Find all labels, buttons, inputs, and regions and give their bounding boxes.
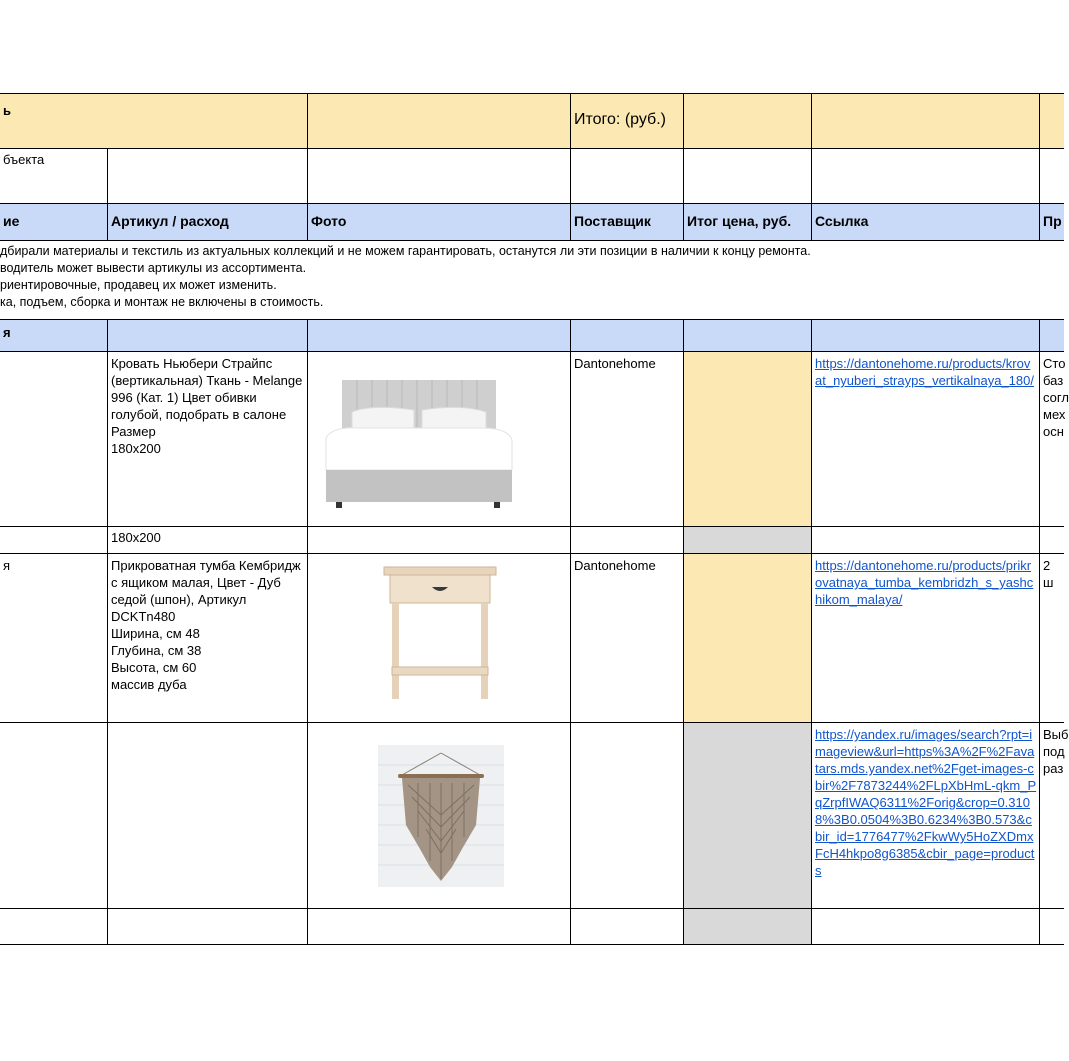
row-note: Сто баз согл мех осн — [1043, 356, 1069, 439]
product-link[interactable]: https://yandex.ru/images/search?rpt=imageview&url=https%3A%2F%2Favatars.mds.yandex.net%2Fget-images-cbir%2F7873244%2FLpXbHmL-qkm_PqZrpfIWAQ6311%2Forig&crop=0.3108%3B0.0504%3B0.6234%3B0.573&cbir_id=1776477%2FkwWy5HoZXDmxFcH4hkpo8g6385&cbir_page=products — [815, 727, 1037, 878]
row-note-cell[interactable] — [1040, 723, 1069, 909]
grid-line — [0, 148, 1064, 149]
total-label-cell[interactable] — [571, 94, 684, 149]
row-supplier: Dantonehome — [574, 558, 656, 573]
grid-line — [811, 319, 812, 945]
grid-line — [570, 93, 571, 241]
row-price-cell[interactable] — [684, 527, 812, 554]
product-link[interactable]: https://dantonehome.ru/products/krovat_nyuberi_strayps_vertikalnaya_180/ — [815, 356, 1034, 388]
row-article-cell[interactable] — [108, 554, 308, 723]
col-header-link-text: Ссылка — [815, 213, 869, 229]
grid-line — [1039, 93, 1040, 241]
grid-line — [0, 944, 1064, 945]
grid-line — [307, 319, 308, 945]
macrame-photo — [378, 745, 504, 887]
note-line-3: риентировочные, продавец их может изменить. — [0, 278, 277, 292]
section-cell[interactable] — [812, 320, 1040, 352]
col-header-note[interactable] — [1040, 204, 1064, 241]
row-link-cell[interactable] — [812, 352, 1040, 527]
grid-line — [683, 93, 684, 241]
bed-pillow-left — [352, 407, 414, 430]
row-note-cell[interactable] — [1040, 554, 1064, 723]
section-cell[interactable] — [108, 320, 308, 352]
grid-line — [0, 319, 1064, 320]
row-article-cell[interactable] — [108, 527, 308, 554]
title-text: ь — [3, 103, 11, 118]
bed-leg-left — [336, 502, 342, 508]
col-header-article[interactable] — [108, 204, 308, 241]
row-note-cell[interactable] — [1040, 352, 1069, 527]
total-value-cell[interactable] — [684, 94, 812, 149]
row-supplier-cell[interactable] — [571, 352, 684, 527]
section-cell[interactable] — [571, 320, 684, 352]
row-name-cell[interactable] — [0, 352, 108, 527]
bed-duvet — [326, 428, 512, 470]
col-header-name-text: ие — [3, 213, 20, 229]
row-supplier: Dantonehome — [574, 356, 656, 371]
row-name-cell[interactable] — [0, 554, 108, 723]
col-header-name[interactable] — [0, 204, 108, 241]
grid-line — [0, 203, 1064, 204]
col-header-link[interactable] — [812, 204, 1040, 241]
total-label: Итого: (руб.) — [574, 111, 666, 128]
section-cell[interactable] — [308, 320, 571, 352]
grid-line — [0, 351, 1064, 352]
col-header-note-text: Пр — [1043, 213, 1062, 229]
grid-line — [0, 553, 1064, 554]
macrame-rod — [398, 774, 484, 778]
object-label-cell[interactable] — [0, 149, 108, 204]
grid-line — [0, 240, 1064, 241]
section-label: я — [3, 325, 11, 340]
col-header-price-text: Итог цена, руб. — [687, 213, 792, 229]
row-name: я — [3, 558, 11, 573]
section-label-cell[interactable] — [0, 320, 108, 352]
nightstand-shelf — [392, 667, 488, 675]
row-price-cell[interactable] — [684, 554, 812, 723]
grid-line — [0, 93, 1064, 94]
nightstand-photo — [380, 563, 500, 703]
grid-line — [107, 148, 108, 241]
product-link[interactable]: https://dantonehome.ru/products/prikrovatnaya_tumba_kembridzh_s_yashchikom_malaya/ — [815, 558, 1034, 607]
title-empty-cell[interactable] — [308, 94, 571, 149]
nightstand-leg-left — [392, 603, 399, 699]
title-link-cell[interactable] — [812, 94, 1040, 149]
nightstand-leg-right — [481, 603, 488, 699]
row-note: 2 ш — [1043, 558, 1054, 590]
bed-photo — [322, 378, 516, 512]
grid-line — [307, 93, 308, 241]
row-price-cell[interactable] — [684, 723, 812, 909]
col-header-supplier-text: Поставщик — [574, 213, 651, 229]
note-line-4: ка, подъем, сборка и монтаж не включены в стоимость. — [0, 295, 324, 309]
grid-line — [1039, 319, 1040, 945]
row-price-cell[interactable] — [684, 352, 812, 527]
nightstand-top — [384, 567, 496, 575]
section-cell[interactable] — [1040, 320, 1064, 352]
bed-base — [326, 470, 512, 502]
grid-line — [570, 319, 571, 945]
row-article-cell[interactable] — [108, 352, 308, 527]
note-line-2: водитель может вывести артикулы из ассортимента. — [0, 261, 307, 275]
title-note-cell[interactable] — [1040, 94, 1064, 149]
object-label: бъекта — [3, 152, 45, 167]
col-header-photo-text: Фото — [311, 213, 347, 229]
note-line-1: дбирали материалы и текстиль из актуальных коллекций и не можем гарантировать, останутся ли эти позиции в наличии к концу ремонта. — [0, 244, 811, 258]
col-header-price[interactable] — [684, 204, 812, 241]
row-link-cell[interactable] — [812, 723, 1040, 909]
row-article: 180x200 — [111, 530, 161, 545]
row-article: Прикроватная тумба Кембридж с ящиком малая, Цвет - Дуб седой (шпон), Артикул DCKTn480 Ширина, см 48 Глубина, см 38 Высота, см 60 массив дуба — [111, 558, 301, 692]
col-header-photo[interactable] — [308, 204, 571, 241]
row-supplier-cell[interactable] — [571, 554, 684, 723]
grid-line — [683, 319, 684, 945]
grid-line — [811, 93, 812, 241]
grid-line — [107, 319, 108, 945]
section-cell[interactable] — [684, 320, 812, 352]
bed-pillow-right — [422, 407, 486, 430]
grid-line — [0, 722, 1064, 723]
bed-leg-right — [494, 502, 500, 508]
grid-line — [0, 908, 1064, 909]
row-link-cell[interactable] — [812, 554, 1040, 723]
row-price-cell[interactable] — [684, 909, 812, 945]
row-note: Выб под раз — [1043, 727, 1069, 776]
grid-line — [0, 526, 1064, 527]
title-cell[interactable] — [0, 94, 308, 149]
row-article: Кровать Ньюбери Страйпс (вертикальная) Ткань - Melange 996 (Кат. 1) Цвет обивки голубой, подобрать в салоне Размер 180x200 — [111, 356, 303, 456]
col-header-supplier[interactable] — [571, 204, 684, 241]
col-header-article-text: Артикул / расход — [111, 213, 229, 229]
